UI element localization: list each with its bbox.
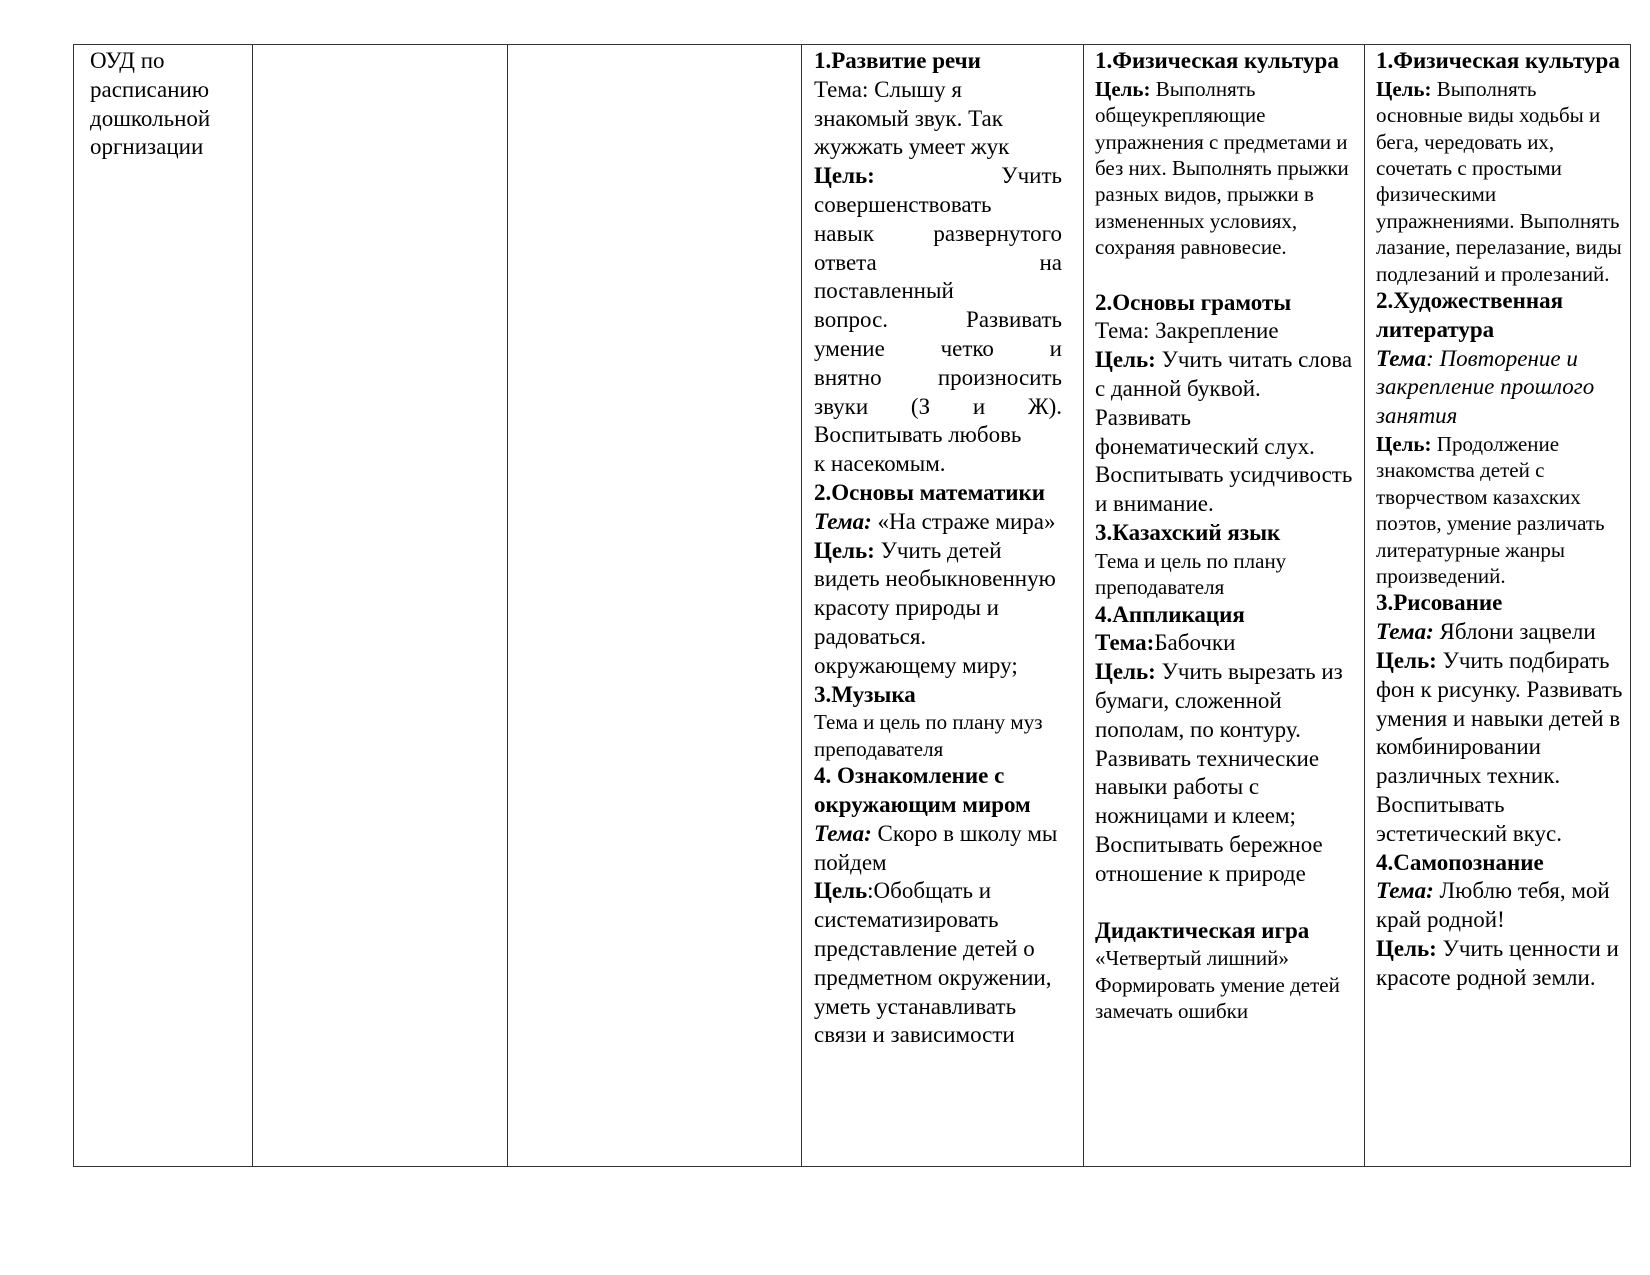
section-title: 1.Физическая культура <box>1376 48 1620 73</box>
section-topic: Тема: Повторение и закрепление прошлого занятия <box>1376 345 1595 429</box>
cell-day-3 <box>1376 47 1628 993</box>
section-text: Тема и цель по плану преподавателя <box>1095 548 1287 600</box>
section-goal: Цель: Учить вырезать из бумаги, сложенной пополам, по контуру. Развивать технические навыки работы с ножницами и клеем; Воспитывать бережное отношение к природе <box>1095 659 1343 886</box>
section-title: Дидактическая игра <box>1095 917 1310 943</box>
section-title: 3.Музыка <box>814 681 916 707</box>
section-goal: Цель:Обобщать и систематизировать представление детей о предметном окружении, уметь устанавливать связи и зависимости <box>814 878 1052 1048</box>
cell-day-1 <box>814 47 1062 1050</box>
goal-line: ответа на <box>814 249 1062 275</box>
section-goal: Цель: Продолжение знакомства детей с творчеством казахских поэтов, умение различать литературные жанры произведений. <box>1376 432 1605 589</box>
goal-line: звуки (З и Ж). <box>814 393 1062 419</box>
section-title: 4. Ознакомление с окружающим миром <box>814 763 1031 817</box>
section-title: 2.Художественная литература <box>1376 288 1564 342</box>
section-topic: Тема: Закрепление <box>1095 318 1279 344</box>
section-title: 1.Физическая культура <box>1095 48 1339 73</box>
section-topic: Тема: Скоро в школу мы пойдем <box>814 820 1058 875</box>
section-title: 3.Рисование <box>1376 590 1503 616</box>
section-topic: Тема: Люблю тебя, мой край родной! <box>1376 878 1610 933</box>
column-day-1 <box>802 45 1084 1166</box>
schedule-table <box>73 44 1631 1167</box>
section-title: 2.Основы грамоты <box>1095 289 1292 315</box>
section-title: 2.Основы математики <box>814 479 1046 505</box>
section-title: 4.Самопознание <box>1376 849 1544 875</box>
section-goal: Цель: Учить читать слова с данной буквой. Развивать фонематический слух. Воспитывать усидчивость и внимание. <box>1095 347 1353 517</box>
section-text: «Четвертый лишний» Формировать умение детей замечать ошибки <box>1095 946 1340 1024</box>
column-activity-label <box>74 45 253 1166</box>
section-topic: Тема: Яблони зацвели <box>1376 619 1596 645</box>
goal-label: Цель: <box>814 163 875 189</box>
section-topic: Тема: Слышу я знакомый звук. Так жужжать умеет жук <box>814 76 1010 160</box>
section-title: 3.Казахский язык <box>1095 520 1281 546</box>
section-topic: Тема:Бабочки <box>1095 630 1236 656</box>
section-text: Тема и цель по плану муз преподавателя <box>814 710 1043 761</box>
goal-first-line <box>814 162 1062 191</box>
goal-word: Учить <box>1001 163 1062 189</box>
goal-line: вопрос. Развивать <box>814 307 1062 333</box>
section-topic: Тема: «На страже мира» <box>814 508 1056 534</box>
goal-line: поставленный <box>814 278 954 304</box>
column-empty-2 <box>508 45 802 1166</box>
column-empty-1 <box>253 45 508 1166</box>
goal-line: внятно произносить <box>814 364 1062 390</box>
cell-day-2 <box>1095 47 1357 1025</box>
goal-lines <box>814 191 1062 479</box>
goal-line: навык развернутого <box>814 220 1062 246</box>
section-goal: Цель: Учить подбирать фон к рисунку. Развивать умения и навыки детей в комбинировании различных техник. Воспитывать эстетический вкус. <box>1376 648 1623 846</box>
section-title: 1.Развитие речи <box>814 48 981 73</box>
section-title: 4.Аппликация <box>1095 601 1245 627</box>
goal-line: совершенствовать <box>814 191 992 217</box>
section-goal: Цель: Выполнять общеукрепляющие упражнения с предметами и без них. Выполнять прыжки разных видов, прыжки в измененных условиях, сохраняя равновесие. <box>1095 76 1349 260</box>
goal-line: Воспитывать любовь <box>814 422 1022 448</box>
goal-line: к насекомым. <box>814 451 946 477</box>
column-day-2 <box>1084 45 1365 1166</box>
section-goal: Цель: Учить детей видеть необыкновенную красоту природы и радоваться. окружающему миру; <box>814 537 1056 678</box>
section-goal: Цель: Учить ценности и красоте родной земли. <box>1376 936 1619 990</box>
section-goal: Цель: Выполнять основные виды ходьбы и бега, чередовать их, сочетать с простыми физическими упражнениями. Выполнять лазание, перелазание, виды подлезаний и пролезаний. <box>1376 76 1622 286</box>
column-day-3 <box>1365 45 1632 1166</box>
cell-activity-label: ОУД по расписанию дошкольной оргнизации <box>90 48 211 160</box>
goal-line: умение четко и <box>814 335 1062 361</box>
